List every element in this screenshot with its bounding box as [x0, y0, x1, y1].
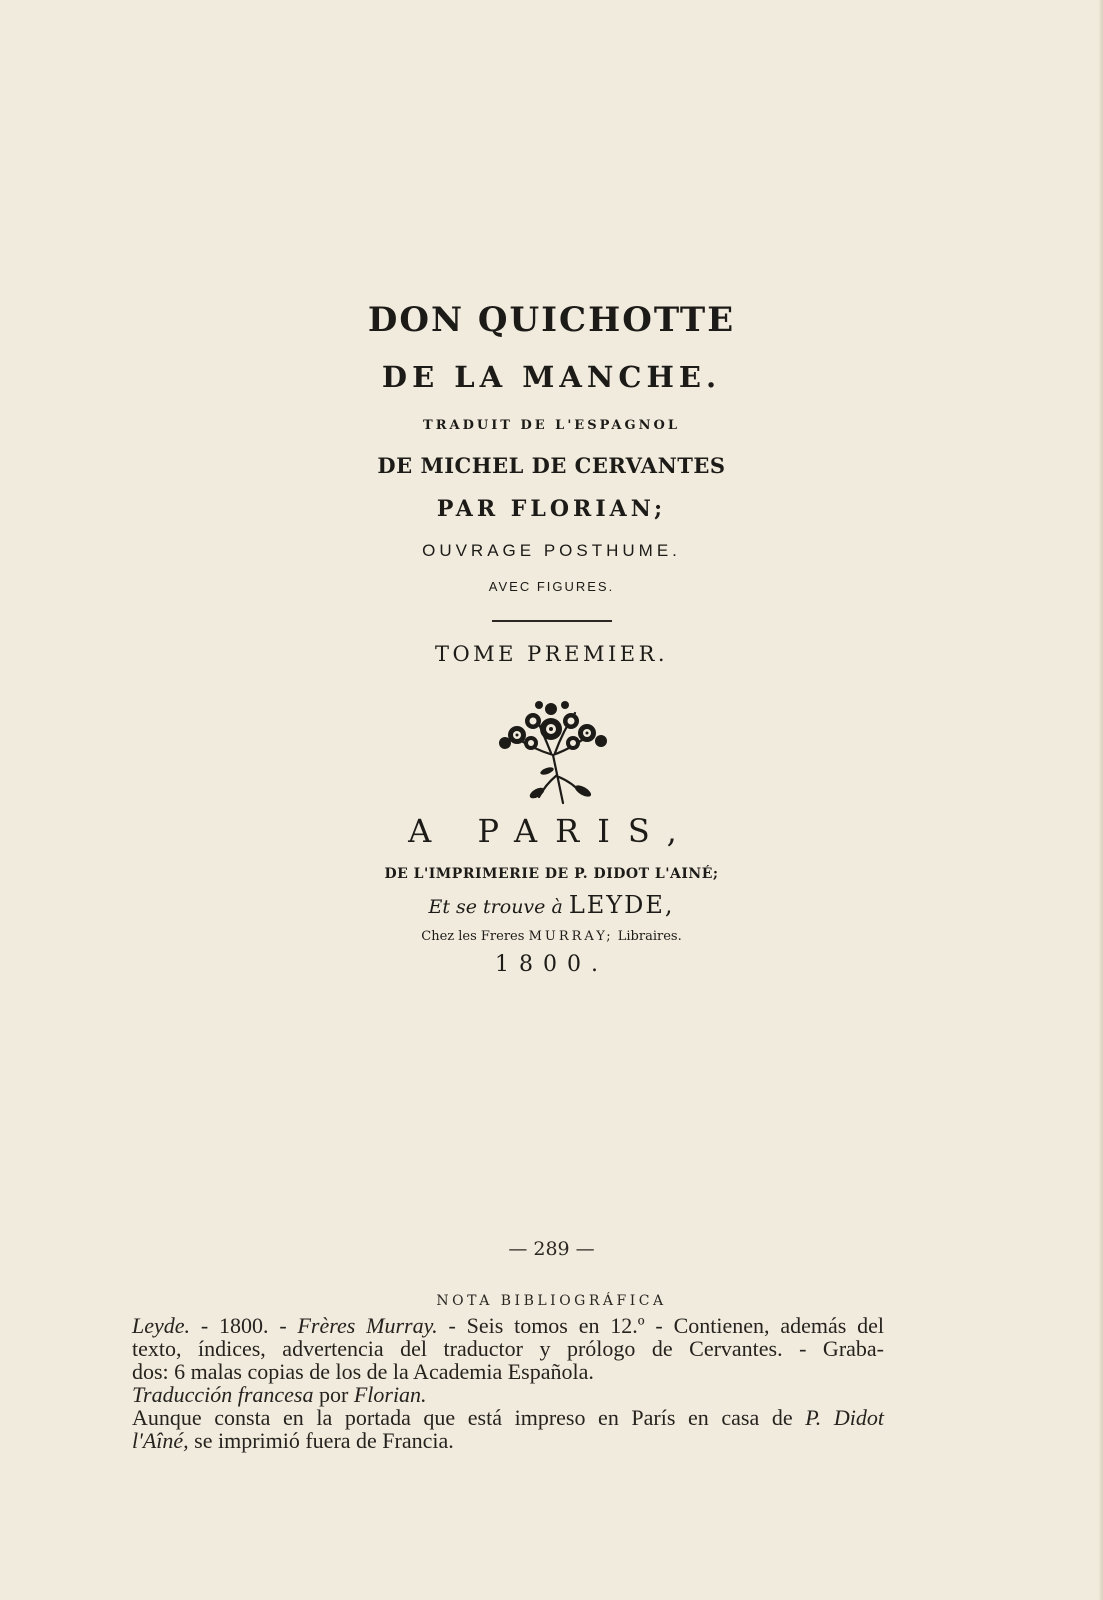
place-line: A PARIS,	[408, 812, 695, 850]
note-volumes: - Seis tomos en 12.º - Contienen, además del	[437, 1313, 884, 1338]
translator-line: PAR FLORIAN;	[436, 496, 667, 522]
sellers-prefix: Chez les Freres	[421, 929, 525, 944]
printer-line: DE L'IMPRIMERIE DE P. DIDOT L'AINÉ;	[384, 866, 719, 882]
floral-bouquet-icon	[487, 697, 617, 807]
divider-rule	[492, 620, 612, 622]
year-line: 1800.	[495, 952, 608, 977]
note-year: - 1800. -	[190, 1313, 298, 1338]
sellers-name: MURRAY;	[528, 929, 614, 944]
author-line: DE MICHEL DE CERVANTES	[377, 453, 726, 478]
note-printing-location: se imprimió fuera de Francia.	[188, 1428, 454, 1453]
also-city: LEYDE,	[568, 891, 675, 919]
title-line-1: DON QUICHOTTE	[367, 300, 736, 340]
also-sold-line	[0, 892, 1103, 920]
note-publisher: Frères Murray.	[297, 1313, 438, 1338]
note-translator: Florian.	[353, 1382, 427, 1407]
note-printer-name-2: l'Aîné,	[132, 1428, 189, 1453]
note-paragraph-2	[132, 1383, 884, 1406]
sellers-suffix: Libraires.	[617, 929, 682, 944]
note-translation: Traducción francesa	[132, 1382, 314, 1407]
bibliographic-note	[132, 1314, 884, 1452]
figures-line: AVEC FIGURES.	[488, 579, 615, 594]
note-paragraph-3-line-2	[132, 1429, 884, 1452]
title-line-2: DE LA MANCHE.	[381, 360, 722, 394]
sellers-line	[0, 928, 1103, 946]
volume-line: TOME PREMIER.	[434, 642, 669, 666]
title-page	[0, 300, 1103, 978]
note-paragraph-1-line-1	[132, 1314, 884, 1337]
posthumous-line: OUVRAGE POSTHUME.	[422, 541, 681, 560]
also-prefix: Et se trouve à	[428, 896, 563, 918]
translated-from: TRADUIT DE L'ESPAGNOL	[423, 418, 680, 433]
note-paragraph-3-line-1	[132, 1406, 884, 1429]
note-printing-text: Aunque consta en la portada que está impreso en París en casa de	[132, 1405, 806, 1430]
note-paragraph-1-line-3: dos: 6 malas copias de los de la Academia Española.	[132, 1359, 594, 1384]
page-number: — 289 —	[508, 1238, 595, 1260]
note-heading: NOTA BIBLIOGRÁFICA	[436, 1293, 667, 1309]
note-place: Leyde.	[132, 1313, 191, 1338]
note-paragraph-1-line-2: texto, índices, advertencia del traductor y prólogo de Cervantes. - Graba-	[132, 1336, 884, 1361]
note-printer-name: P. Didot	[805, 1405, 884, 1430]
note-by: por	[313, 1382, 354, 1407]
